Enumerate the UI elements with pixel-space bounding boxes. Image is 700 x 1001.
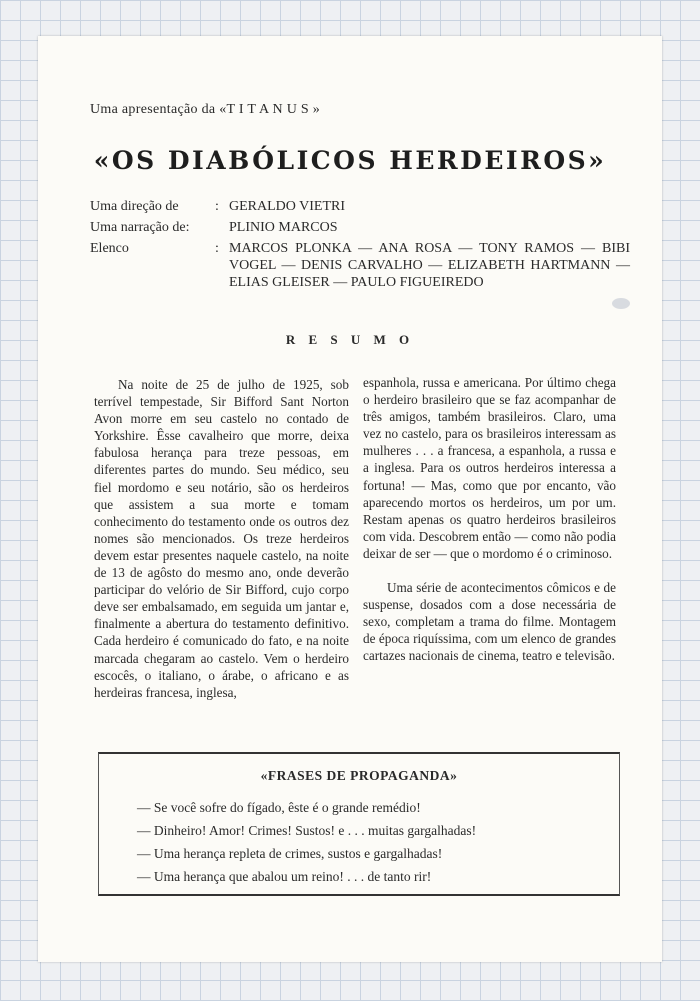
credit-label: Elenco bbox=[90, 241, 129, 256]
credit-value: PLINIO MARCOS bbox=[229, 220, 338, 235]
summary-paragraph: Na noite de 25 de julho de 1925, sob terrível tempestade, Sir Bifford Sant Norton Avon morre em seu castelo no contado de Yorkshire. Êsse cavalheiro que morre, deixa fabulosa herança para treze pessoas, em diferentes partes do mundo. Seu médico, seu fiel mordomo e seu notário, são os herdeiros que assistem a sua morte e tomam conhecimento do testamento onde os outros dez nomes são mencionados. Os treze herdeiros devem estar presentes naquele castelo, na noite de 13 de agôsto do mesmo ano, onde deverão participar do velório de Sir Bifford, cujo corpo deve ser embalsamado, em seguida um jantar e, finalmente a abertura do testamento definitivo. Cada herdeiro é comunicado do fato, e na noite marcada chegaram ao castelo. Vem o herdeiro escocês, o italiano, o árabe, o africano e as herdeiras francesa, inglesa, bbox=[94, 377, 349, 700]
credit-value: GERALDO VIETRI bbox=[229, 199, 346, 214]
film-title: «OS DIABÓLICOS HERDEIROS» bbox=[93, 146, 607, 175]
propaganda-title: «FRASES DE PROPAGANDA» bbox=[260, 768, 458, 783]
propaganda-list bbox=[137, 796, 476, 888]
credits-block bbox=[90, 198, 630, 295]
credit-value: MARCOS PLONKA — ANA ROSA — TONY RAMOS — BIBI VOGEL — DENIS CARVALHO — ELIZABETH HARTMANN — ELIAS GLEISER — PAULO FIGUEIREDO bbox=[229, 241, 630, 290]
credit-row-cast bbox=[90, 240, 630, 291]
summary-paragraph: Uma série de acontecimentos cômicos e de suspense, dosados com a dose necessária de sexo, completam a trama do filme. Montagem de época riquíssima, com um elenco de grandes cartazes nacionais de cinema, teatro e televisão. bbox=[363, 580, 616, 664]
summary-paragraph: espanhola, russa e americana. Por último chega o herdeiro brasileiro que se faz acompanhar de três amigos, também brasileiros. Claro, uma vez no castelo, para os brasileiros interessam as mulheres . . . a francesa, a espanhola, a russa e a inglesa. Para os outros herdeiros interessa a fortuna! — Mas, como que por encanto, vão aparecendo mortos os herdeiros, um por um. Restam apenas os quatro herdeiros brasileiros com vida. Descobrem então — como não podia deixar de ser — que o mordomo é o criminoso. bbox=[363, 375, 616, 561]
credit-colon bbox=[215, 219, 229, 236]
credit-label: Uma direção de bbox=[90, 199, 179, 214]
credit-row-direction bbox=[90, 198, 630, 215]
punch-hole bbox=[612, 298, 630, 309]
credit-colon: : bbox=[215, 199, 219, 214]
credit-row-narration bbox=[90, 219, 630, 236]
credit-colon: : bbox=[215, 241, 219, 256]
presenter-line: Uma apresentação da «T I T A N U S » bbox=[90, 102, 321, 117]
propaganda-box bbox=[98, 752, 620, 896]
summary-column-left bbox=[94, 376, 349, 701]
document-sheet bbox=[38, 36, 662, 962]
credit-label: Uma narração de: bbox=[90, 220, 190, 235]
propaganda-phrase: — Se você sofre do fígado, êste é o grande remédio! bbox=[137, 796, 476, 819]
propaganda-phrase: — Uma herança que abalou um reino! . . . de tanto rir! bbox=[137, 865, 476, 888]
summary-column-right bbox=[363, 374, 616, 665]
propaganda-phrase: — Dinheiro! Amor! Crimes! Sustos! e . . . muitas gargalhadas! bbox=[137, 819, 476, 842]
summary-heading: R E S U M O bbox=[285, 332, 415, 347]
propaganda-phrase: — Uma herança repleta de crimes, sustos e gargalhadas! bbox=[137, 842, 476, 865]
